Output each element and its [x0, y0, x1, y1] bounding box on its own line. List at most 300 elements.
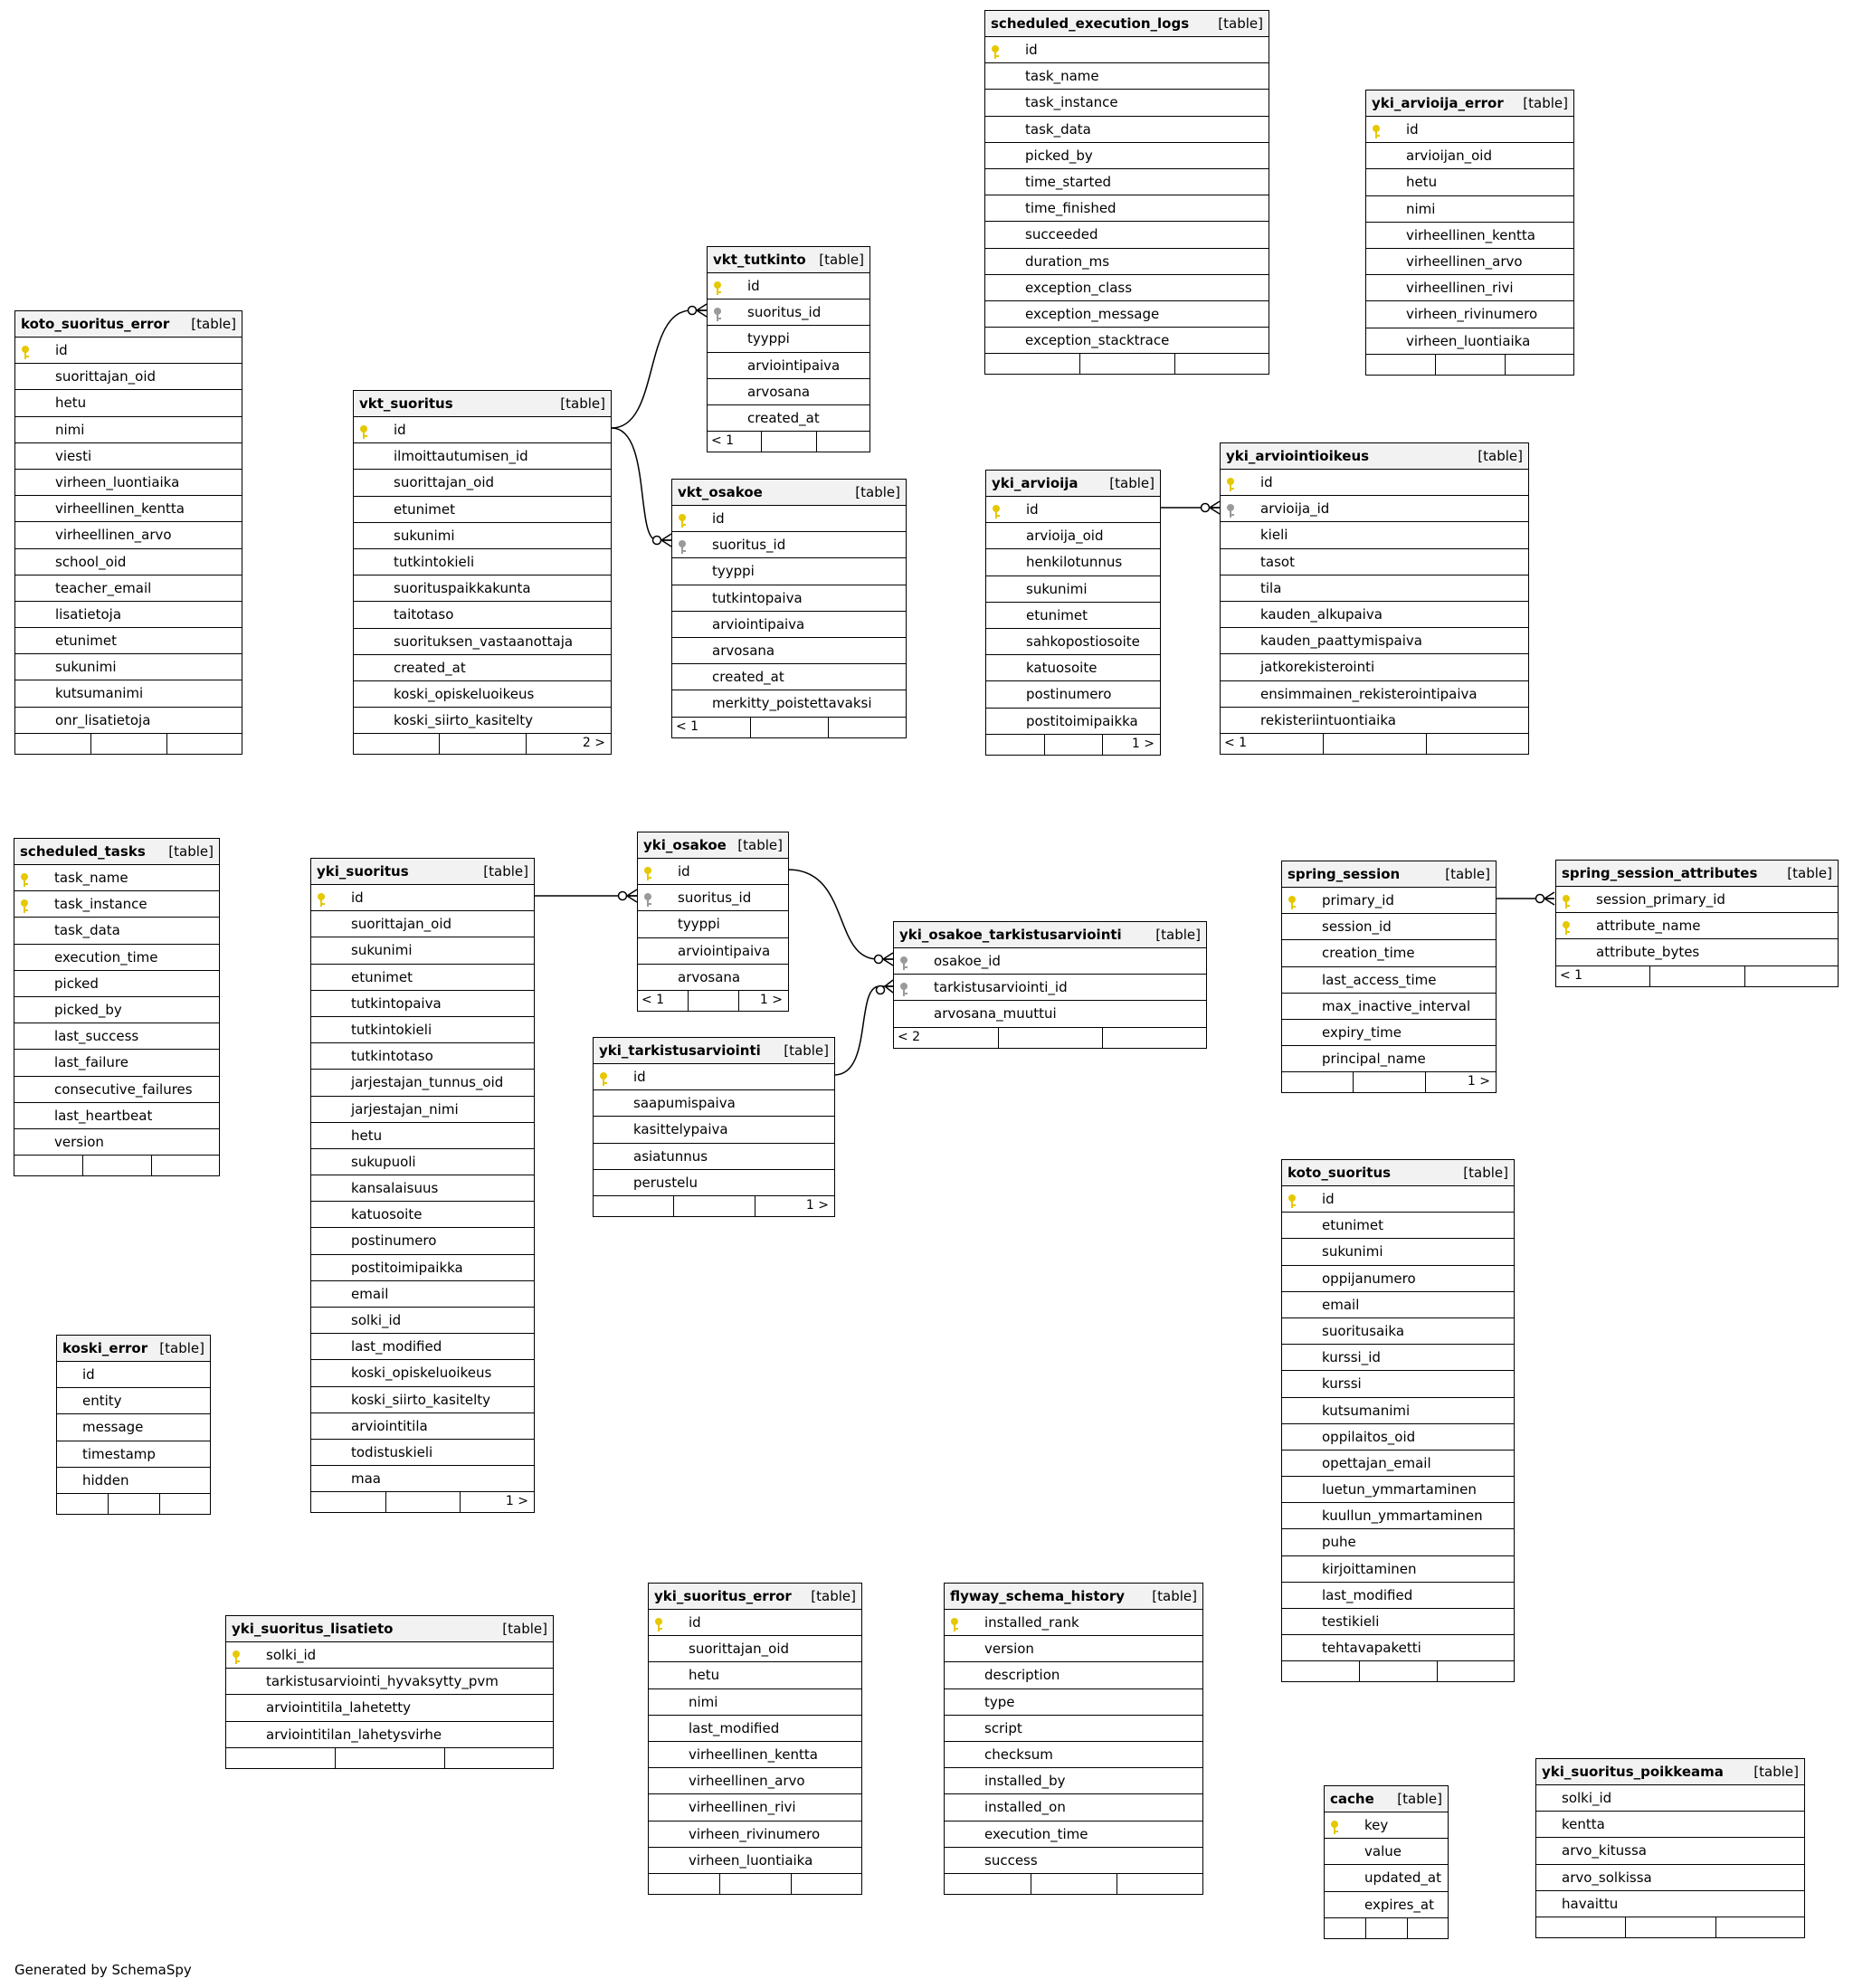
column-row[interactable] [1221, 628, 1528, 654]
column-row[interactable] [986, 603, 1160, 629]
column-row[interactable] [985, 143, 1269, 169]
column-row[interactable] [672, 585, 906, 612]
column-row[interactable] [311, 1043, 534, 1070]
column-row[interactable] [985, 117, 1269, 143]
column-row[interactable] [1282, 1583, 1514, 1609]
table-name[interactable]: yki_osakoe [643, 837, 727, 853]
column-row[interactable] [649, 1662, 861, 1688]
column-row[interactable] [672, 690, 906, 717]
column-name: arviointipaiva [747, 357, 841, 374]
column-row[interactable] [1366, 249, 1573, 275]
column-row[interactable] [638, 938, 788, 965]
column-row[interactable] [894, 948, 1206, 975]
column-row[interactable] [311, 1097, 534, 1123]
column-row[interactable] [354, 549, 611, 575]
column-row[interactable] [1221, 496, 1528, 522]
column-row[interactable] [986, 681, 1160, 708]
column-name: id [633, 1069, 646, 1085]
column-row[interactable] [1282, 940, 1496, 966]
footer-divider [985, 354, 1175, 374]
column-row[interactable] [15, 522, 242, 548]
column-row[interactable] [14, 891, 219, 918]
column-row[interactable] [985, 328, 1269, 354]
column-row[interactable] [672, 506, 906, 532]
column-row[interactable] [1282, 1424, 1514, 1451]
column-row[interactable] [15, 443, 242, 470]
column-row[interactable] [354, 708, 611, 734]
column-row[interactable] [311, 937, 534, 964]
column-row[interactable] [14, 865, 219, 891]
column-name: jatkorekisterointi [1260, 659, 1375, 676]
column-name: timestamp [82, 1445, 156, 1462]
column-row[interactable] [311, 1466, 534, 1492]
column-row[interactable] [311, 1149, 534, 1175]
table-name[interactable]: vkt_tutkinto [713, 252, 806, 268]
column-name: entity [82, 1393, 122, 1410]
table-name[interactable]: yki_tarkistusarviointi [599, 1042, 761, 1059]
column-row[interactable] [15, 390, 242, 416]
column-name: ilmoittautumisen_id [394, 448, 528, 465]
column-row[interactable] [15, 654, 242, 680]
table-type: [table] [560, 395, 605, 412]
column-name: tutkintopaiva [351, 994, 442, 1012]
column-row[interactable] [57, 1388, 210, 1414]
primary-key-icon [597, 1070, 610, 1085]
column-row[interactable] [1366, 117, 1573, 143]
column-row[interactable] [14, 1077, 219, 1103]
parent-count[interactable]: < 1 [711, 433, 735, 449]
column-row[interactable] [311, 991, 534, 1017]
child-count[interactable]: 1 > [1467, 1074, 1490, 1089]
column-row[interactable] [672, 558, 906, 585]
column-row[interactable] [311, 1070, 534, 1096]
column-row[interactable] [311, 1255, 534, 1281]
column-row[interactable] [708, 379, 869, 405]
column-row[interactable] [708, 273, 869, 300]
column-row[interactable] [1536, 1812, 1804, 1838]
column-row[interactable] [708, 326, 869, 352]
column-name: virheellinen_rivi [1406, 280, 1514, 297]
column-row[interactable] [985, 90, 1269, 116]
table-name[interactable]: yki_suoritus_lisatieto [232, 1621, 394, 1637]
column-row[interactable] [226, 1722, 553, 1748]
column-name: tasot [1260, 553, 1295, 570]
column-row[interactable] [986, 655, 1160, 681]
column-row[interactable] [1536, 1891, 1804, 1917]
column-row[interactable] [945, 1848, 1202, 1874]
column-row[interactable] [1282, 1345, 1514, 1371]
table-name[interactable]: koto_suoritus [1288, 1165, 1392, 1181]
column-row[interactable] [649, 1636, 861, 1662]
column-row[interactable] [945, 1610, 1202, 1636]
table-name[interactable]: yki_suoritus_poikkeama [1542, 1764, 1724, 1780]
column-row[interactable] [15, 628, 242, 654]
column-row[interactable] [1282, 1477, 1514, 1503]
column-row[interactable] [985, 275, 1269, 301]
parent-count[interactable]: < 2 [898, 1029, 921, 1044]
table-header [354, 391, 611, 417]
column-name: nimi [55, 421, 85, 438]
column-name: arvosana [678, 968, 741, 985]
column-name: tutkintotaso [351, 1048, 433, 1065]
column-row[interactable] [1366, 275, 1573, 301]
table-name[interactable]: spring_session_attributes [1562, 865, 1758, 881]
column-row[interactable] [15, 549, 242, 575]
column-row[interactable] [1282, 994, 1496, 1020]
relation-vkt-suoritus-tutkinto [612, 310, 708, 428]
column-name: succeeded [1025, 226, 1098, 243]
table-name[interactable]: vkt_suoritus [359, 395, 453, 412]
column-row[interactable] [15, 364, 242, 390]
column-name: hidden [82, 1471, 129, 1489]
column-row[interactable] [15, 417, 242, 443]
column-row[interactable] [985, 169, 1269, 195]
column-row[interactable] [649, 1716, 861, 1742]
column-row[interactable] [638, 965, 788, 991]
column-name: arviointipaiva [678, 942, 771, 959]
column-row[interactable] [354, 523, 611, 549]
column-row[interactable] [945, 1794, 1202, 1821]
column-row[interactable] [15, 602, 242, 628]
column-row[interactable] [1282, 967, 1496, 994]
column-row[interactable] [986, 576, 1160, 603]
table-name[interactable]: yki_arvioija_error [1372, 95, 1504, 111]
table-type: [table] [159, 1340, 204, 1356]
column-row[interactable] [1366, 169, 1573, 195]
column-row[interactable] [354, 629, 611, 655]
table-name[interactable]: spring_session [1288, 866, 1401, 882]
column-row[interactable] [311, 1175, 534, 1202]
column-row[interactable] [14, 1023, 219, 1050]
table-name[interactable]: vkt_osakoe [678, 484, 763, 500]
table-name[interactable]: yki_suoritus_error [654, 1588, 792, 1604]
column-row[interactable] [986, 709, 1160, 735]
table-footer [57, 1494, 210, 1514]
column-row[interactable] [672, 664, 906, 690]
column-row[interactable] [708, 405, 869, 432]
column-row[interactable] [1536, 1785, 1804, 1812]
table-footer [1366, 355, 1573, 375]
column-row[interactable] [226, 1669, 553, 1695]
column-name: virheellinen_rivi [689, 1799, 796, 1816]
column-row[interactable] [1366, 143, 1573, 169]
table-header [945, 1584, 1202, 1610]
column-row[interactable] [354, 443, 611, 470]
column-row[interactable] [14, 1103, 219, 1129]
column-row[interactable] [354, 602, 611, 628]
column-name: etunimet [55, 633, 118, 650]
column-row[interactable] [649, 1822, 861, 1848]
column-row[interactable] [1556, 887, 1838, 913]
column-row[interactable] [649, 1768, 861, 1794]
column-row[interactable] [1325, 1812, 1448, 1839]
column-row[interactable] [986, 523, 1160, 549]
column-name: virheellinen_kentta [689, 1745, 818, 1763]
column-row[interactable] [649, 1689, 861, 1716]
column-row[interactable] [1282, 1318, 1514, 1345]
column-row[interactable] [985, 249, 1269, 275]
column-row[interactable] [1325, 1865, 1448, 1891]
column-row[interactable] [638, 859, 788, 885]
parent-count[interactable]: < 1 [1224, 735, 1248, 750]
column-name: arvosana_muuttui [934, 1005, 1057, 1023]
column-row[interactable] [1221, 681, 1528, 708]
column-row[interactable] [1325, 1839, 1448, 1865]
column-name: postinumero [1026, 686, 1112, 703]
column-row[interactable] [311, 1123, 534, 1149]
column-row[interactable] [1282, 1529, 1514, 1555]
column-row[interactable] [672, 532, 906, 558]
column-row[interactable] [1366, 328, 1573, 355]
column-row[interactable] [672, 612, 906, 638]
column-name: id [55, 342, 68, 358]
table-header [1556, 861, 1838, 887]
column-name: katuosoite [1026, 660, 1098, 677]
parent-count[interactable]: < 1 [1560, 967, 1583, 983]
column-row[interactable] [1556, 939, 1838, 965]
column-row[interactable] [15, 496, 242, 522]
column-row[interactable] [311, 1228, 534, 1254]
footer-divider [1366, 355, 1506, 375]
parent-count[interactable]: < 1 [676, 718, 699, 734]
child-count[interactable]: 1 > [759, 992, 783, 1007]
column-row[interactable] [1221, 575, 1528, 602]
column-row[interactable] [1282, 1371, 1514, 1397]
column-name: koski_opiskeluoikeus [351, 1365, 492, 1382]
column-row[interactable] [1282, 1239, 1514, 1265]
primary-key-icon [990, 502, 1003, 518]
column-row[interactable] [1536, 1838, 1804, 1864]
column-row[interactable] [354, 655, 611, 681]
column-row[interactable] [1282, 888, 1496, 914]
column-row[interactable] [15, 708, 242, 734]
column-name: kasittelypaiva [633, 1121, 728, 1138]
column-name: tyyppi [678, 916, 720, 933]
column-row[interactable] [354, 417, 611, 443]
column-row[interactable] [985, 301, 1269, 328]
column-row[interactable] [354, 575, 611, 602]
table-header [986, 471, 1160, 497]
column-name: time_finished [1025, 200, 1117, 217]
column-name: virheen_rivinumero [1406, 306, 1538, 323]
column-name: suorittajan_oid [689, 1641, 790, 1658]
child-count[interactable]: 2 > [582, 736, 605, 751]
column-name: onr_lisatietoja [55, 711, 151, 728]
column-row[interactable] [57, 1362, 210, 1388]
table-footer [1282, 1661, 1514, 1681]
column-row[interactable] [1221, 708, 1528, 734]
column-row[interactable] [649, 1742, 861, 1768]
column-row[interactable] [1536, 1865, 1804, 1891]
column-row[interactable] [986, 549, 1160, 575]
column-row[interactable] [354, 470, 611, 496]
column-row[interactable] [57, 1468, 210, 1494]
column-row[interactable] [1325, 1892, 1448, 1918]
column-row[interactable] [1282, 1398, 1514, 1424]
column-name: henkilotunnus [1026, 554, 1123, 571]
column-name: osakoe_id [934, 953, 1001, 969]
column-row[interactable] [945, 1742, 1202, 1768]
column-row[interactable] [1282, 1635, 1514, 1661]
column-row[interactable] [708, 300, 869, 326]
column-row[interactable] [15, 575, 242, 602]
column-row[interactable] [57, 1414, 210, 1441]
column-row[interactable] [226, 1695, 553, 1721]
column-row[interactable] [354, 497, 611, 523]
column-row[interactable] [354, 681, 611, 708]
column-name: sahkopostiosoite [1026, 633, 1140, 650]
column-row[interactable] [1282, 1556, 1514, 1583]
table-footer [945, 1874, 1202, 1894]
column-row[interactable] [1282, 1292, 1514, 1318]
column-row[interactable] [311, 965, 534, 991]
footer-divider [594, 1196, 755, 1216]
table-name[interactable]: yki_osakoe_tarkistusarviointi [899, 927, 1122, 943]
table-header [1221, 443, 1528, 470]
column-row[interactable] [985, 63, 1269, 90]
parent-count[interactable]: < 1 [641, 992, 665, 1007]
table-type: [table] [502, 1621, 547, 1637]
column-row[interactable] [1282, 1266, 1514, 1292]
column-row[interactable] [894, 975, 1206, 1001]
column-row[interactable] [1556, 913, 1838, 939]
column-row[interactable] [1221, 470, 1528, 496]
column-row[interactable] [1282, 1020, 1496, 1046]
primary-key-icon [315, 890, 328, 906]
column-row[interactable] [311, 911, 534, 937]
column-row[interactable] [945, 1689, 1202, 1716]
column-row[interactable] [894, 1001, 1206, 1027]
child-count[interactable]: 1 > [1131, 736, 1155, 751]
column-row[interactable] [311, 1334, 534, 1360]
column-row[interactable] [311, 1413, 534, 1440]
column-row[interactable] [945, 1662, 1202, 1688]
column-row[interactable] [311, 1202, 534, 1228]
column-row[interactable] [311, 1387, 534, 1413]
column-row[interactable] [1221, 549, 1528, 575]
column-row[interactable] [985, 222, 1269, 248]
column-row[interactable] [311, 1308, 534, 1334]
column-name: id [1322, 1191, 1335, 1207]
column-row[interactable] [649, 1794, 861, 1821]
column-row[interactable] [638, 911, 788, 937]
column-row[interactable] [1282, 1503, 1514, 1529]
column-row[interactable] [14, 1129, 219, 1156]
table-name[interactable]: koski_error [62, 1340, 148, 1356]
column-row[interactable] [1366, 301, 1573, 328]
column-row[interactable] [14, 918, 219, 944]
column-name: arvo_kitussa [1562, 1842, 1647, 1860]
column-row[interactable] [57, 1441, 210, 1468]
table-name[interactable]: cache [1330, 1791, 1374, 1807]
table-name[interactable]: yki_arvioija [992, 475, 1079, 491]
column-row[interactable] [594, 1064, 834, 1090]
column-row[interactable] [311, 1281, 534, 1308]
column-row[interactable] [1282, 1186, 1514, 1213]
column-row[interactable] [1366, 196, 1573, 223]
column-row[interactable] [14, 1050, 219, 1076]
column-row[interactable] [311, 1360, 534, 1386]
column-row[interactable] [638, 885, 788, 911]
table-footer [1536, 1917, 1804, 1937]
table-name[interactable]: scheduled_execution_logs [991, 15, 1190, 32]
column-row[interactable] [14, 945, 219, 971]
column-row[interactable] [1221, 602, 1528, 628]
column-row[interactable] [15, 680, 242, 707]
column-row[interactable] [1282, 914, 1496, 940]
table-type: [table] [737, 837, 783, 853]
column-row[interactable] [649, 1848, 861, 1874]
column-name: hetu [1406, 174, 1438, 191]
column-row[interactable] [945, 1636, 1202, 1662]
column-name: created_at [747, 409, 820, 426]
column-name: picked_by [1025, 147, 1093, 164]
footer-divider [15, 734, 167, 754]
column-row[interactable] [226, 1642, 553, 1669]
column-row[interactable] [594, 1144, 834, 1170]
column-row[interactable] [594, 1170, 834, 1196]
column-row[interactable] [986, 497, 1160, 523]
column-row[interactable] [14, 997, 219, 1023]
column-name: session_primary_id [1596, 891, 1725, 908]
column-row[interactable] [1221, 522, 1528, 548]
column-row[interactable] [15, 470, 242, 496]
column-row[interactable] [1282, 1046, 1496, 1072]
column-row[interactable] [985, 37, 1269, 63]
table-spring-session [1281, 861, 1497, 1093]
table-name[interactable]: flyway_schema_history [950, 1588, 1126, 1604]
column-row[interactable] [311, 1017, 534, 1043]
column-row[interactable] [986, 629, 1160, 655]
column-name: kurssi [1322, 1375, 1362, 1393]
table-name[interactable]: koto_suoritus_error [21, 316, 170, 332]
column-row[interactable] [985, 195, 1269, 222]
foreign-key-icon [1224, 501, 1237, 517]
column-row[interactable] [672, 638, 906, 664]
column-row[interactable] [1366, 223, 1573, 249]
column-row[interactable] [708, 353, 869, 379]
column-row[interactable] [311, 885, 534, 911]
column-row[interactable] [311, 1440, 534, 1466]
column-name: last_modified [351, 1338, 442, 1355]
column-row[interactable] [945, 1716, 1202, 1742]
foreign-key-icon [676, 537, 689, 553]
column-name: expires_at [1364, 1896, 1434, 1913]
table-name[interactable]: yki_suoritus [317, 863, 409, 880]
column-name: id [1025, 42, 1038, 58]
child-count[interactable]: 1 > [505, 1494, 528, 1509]
child-count[interactable]: 1 > [805, 1197, 829, 1213]
column-row[interactable] [1221, 654, 1528, 680]
column-name: kauden_paattymispaiva [1260, 633, 1422, 650]
column-row[interactable] [15, 338, 242, 364]
column-name: task_instance [54, 896, 147, 913]
column-row[interactable] [649, 1610, 861, 1636]
column-row[interactable] [594, 1117, 834, 1143]
column-row[interactable] [14, 971, 219, 997]
table-name[interactable]: scheduled_tasks [20, 843, 146, 860]
column-row[interactable] [1282, 1609, 1514, 1635]
column-name: expiry_time [1322, 1023, 1402, 1041]
column-row[interactable] [945, 1768, 1202, 1794]
column-row[interactable] [945, 1822, 1202, 1848]
column-row[interactable] [594, 1090, 834, 1117]
table-footer [594, 1196, 834, 1216]
foreign-key-icon [641, 890, 654, 906]
table-name[interactable]: yki_arviointioikeus [1226, 448, 1370, 464]
column-row[interactable] [1282, 1213, 1514, 1239]
column-row[interactable] [1282, 1451, 1514, 1477]
